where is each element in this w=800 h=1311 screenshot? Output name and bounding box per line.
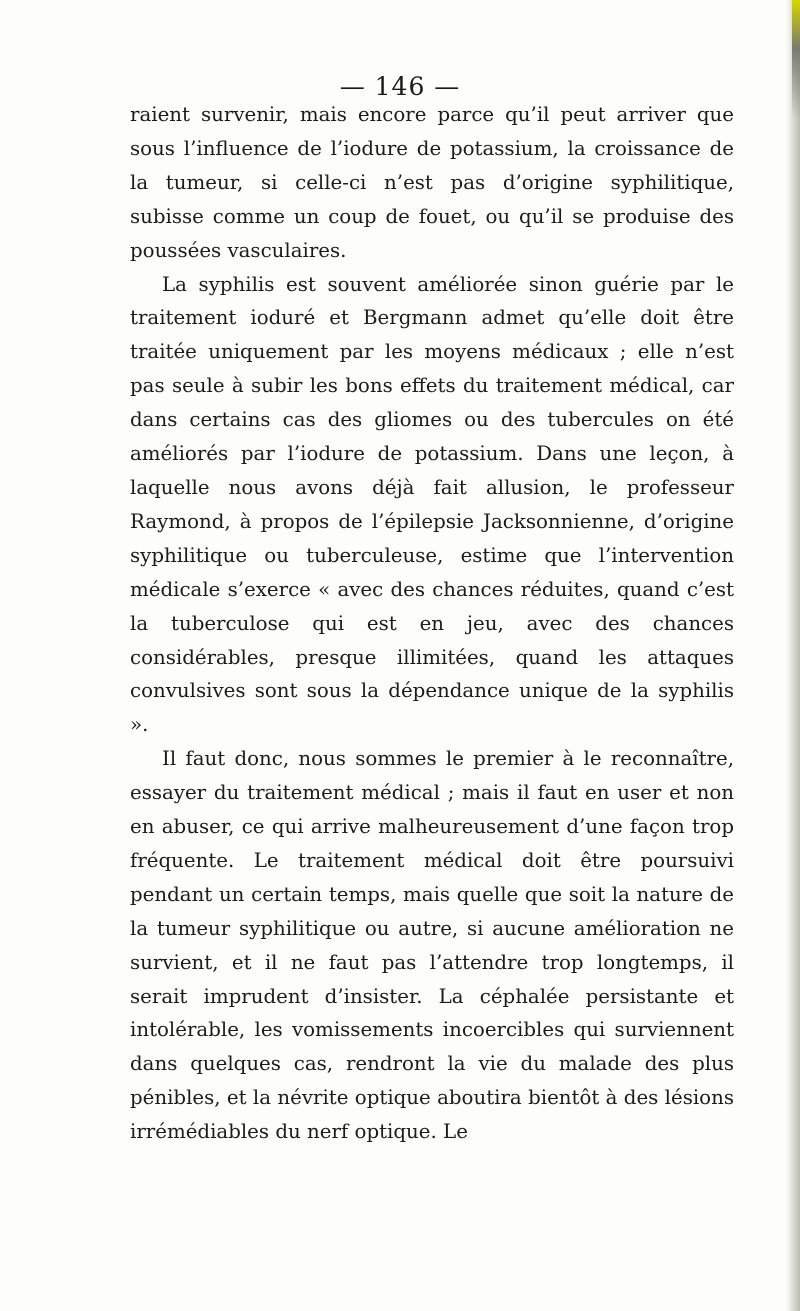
body-text — [130, 98, 734, 1149]
paragraph-1: raient survenir, mais encore parce qu’il peut arriver que sous l’influence de l’iodure de potassium, la croissance de la tumeur, si celle-ci n’est pas d’origine syphilitique, subisse comme un coup de fouet, ou qu’il se produise des poussées vasculaires. — [130, 103, 734, 262]
paragraph-2: La syphilis est souvent améliorée sinon guérie par le traitement ioduré et Bergmann admet qu’elle doit être traitée uniquement par les moyens médicaux ; elle n’est pas seule à subir les bons effets du traitement médical, car dans certains cas des gliomes ou des tubercules on été améliorés par l’iodure de potassium. Dans une leçon, à laquelle nous avons déjà fait allusion, le professeur Raymond, à propos de l’épilepsie Jacksonnienne, d’origine syphilitique ou tuberculeuse, estime que l’intervention médicale s’exerce « avec des chances réduites, quand c’est la tuberculose qui est en jeu, avec des chances considérables, presque illimitées, quand les attaques convulsives sont sous la dépendance unique de la syphilis ». — [130, 272, 734, 737]
page-number-header: — 146 — — [339, 72, 461, 101]
paragraph-3: Il faut donc, nous sommes le premier à le reconnaître, essayer du traitement médical ; mais il faut en user et non en abuser, ce qui arrive malheureusement d’une façon trop fréquente. Le traitement médical doit être poursuivi pendant un certain temps, mais quelle que soit la nature de la tumeur syphilitique ou autre, si aucune amélioration ne survient, et il ne faut pas l’attendre trop longtemps, il serait imprudent d’insister. La céphalée persistante et intolérable, les vomissements incoercibles qui surviennent dans quelques cas, rendront la vie du malade des plus pénibles, et la névrite optique aboutira bientôt à des lésions irrémédiables du nerf optique. Le — [130, 747, 734, 1144]
page-edge-mark — [792, 0, 800, 120]
page-edge-shadow — [786, 0, 800, 1311]
